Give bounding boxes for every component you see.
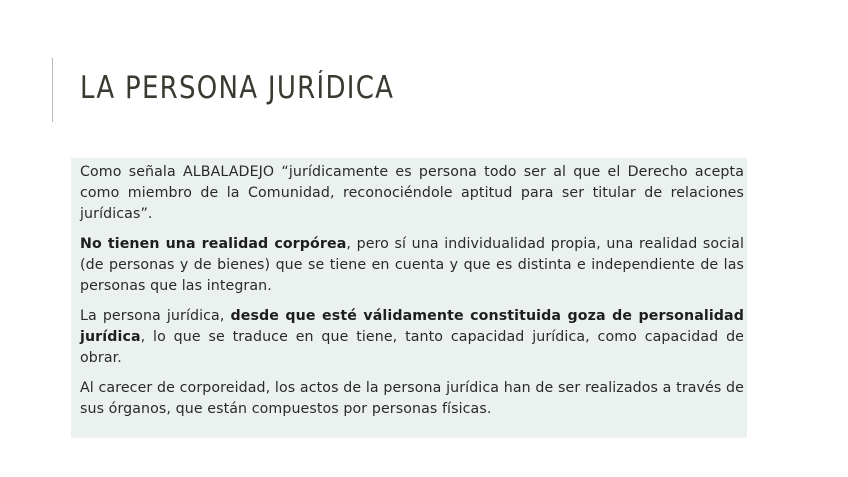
- title-accent-rule: [52, 58, 53, 122]
- paragraph-definition: [80, 162, 744, 225]
- paragraph-emphasis: No tienen una realidad corpórea: [80, 236, 347, 252]
- paragraph-text: Al carecer de corporeidad, los actos de la persona jurídica han de ser realizados a través de sus órganos, que están compuestos por personas físicas.: [80, 380, 744, 417]
- paragraph-emphasis: desde que esté válidamente constituida goza de personalidad jurídica: [80, 308, 744, 345]
- paragraph-text: , lo que se traduce en que tiene, tanto capacidad jurídica, como capacidad de obrar.: [80, 329, 744, 366]
- paragraph-text: , pero sí una individualidad propia, una realidad social (de personas y de bienes) que se tiene en cuenta y que es distinta e independiente de las personas que las integran.: [80, 236, 744, 294]
- paragraph-text: Como señala ALBALADEJO “jurídicamente es persona todo ser al que el Derecho acepta como miembro de la Comunidad, reconociéndole aptitud para ser titular de relaciones jurídicas”.: [80, 164, 744, 222]
- content-box: [71, 158, 747, 438]
- paragraph-personality: [80, 306, 744, 369]
- paragraph-incorporeal: [80, 234, 744, 297]
- paragraph-text: La persona jurídica,: [80, 308, 231, 324]
- slide-title: LA PERSONA JURÍDICA: [80, 70, 395, 106]
- paragraph-organs: [80, 378, 744, 420]
